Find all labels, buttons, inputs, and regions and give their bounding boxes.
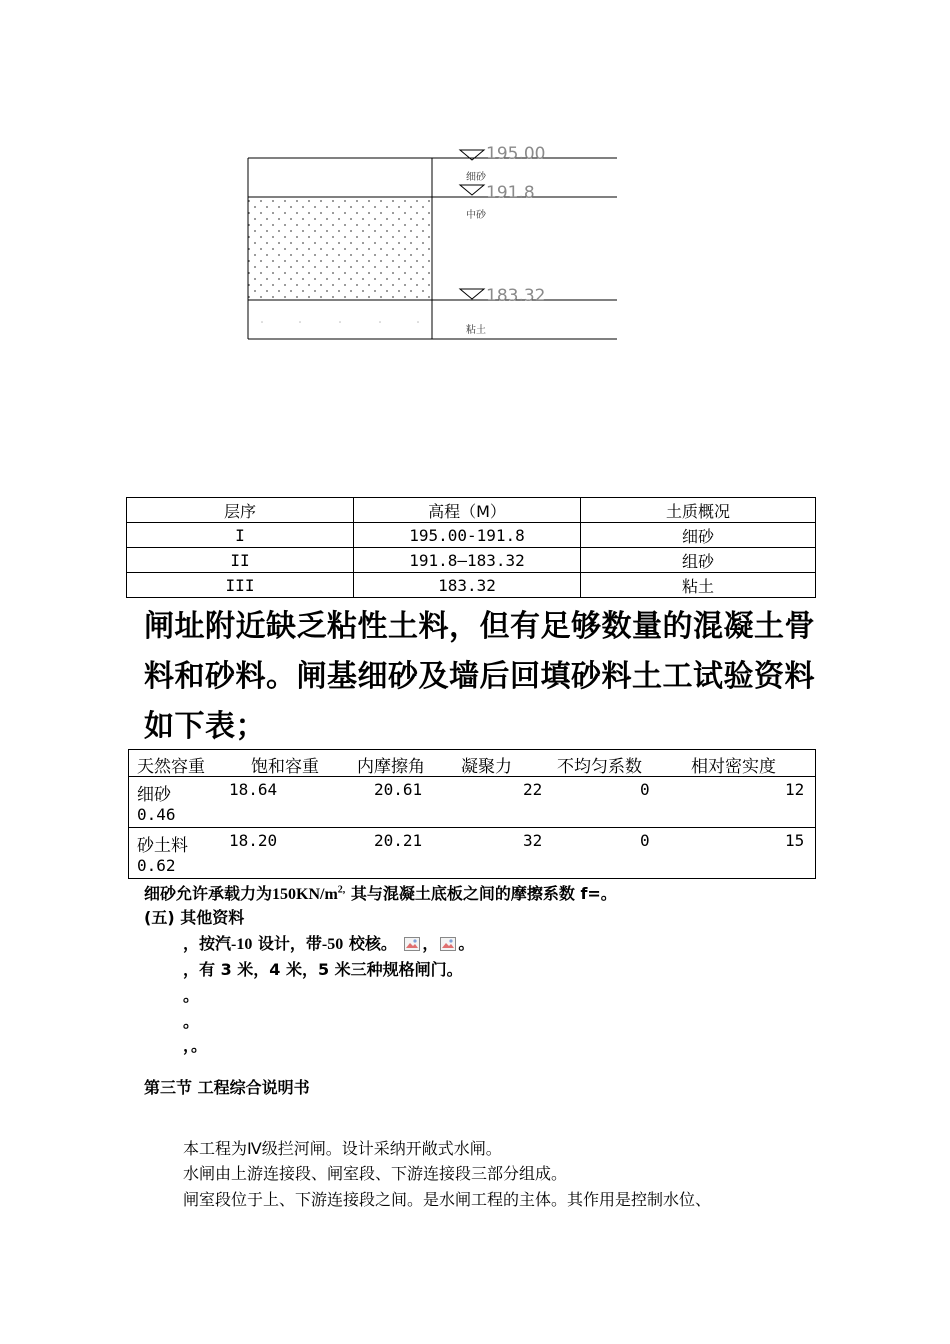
table-header-row bbox=[127, 498, 816, 523]
table-cell: 粘土 bbox=[581, 573, 816, 598]
soil-layer-table bbox=[126, 497, 816, 598]
gate-spec-line: ，有 3 米，4 米，5 米三种规格闸门。 bbox=[183, 960, 463, 979]
table-cell: 22 bbox=[523, 780, 543, 799]
other-info-heading: (五) 其他资料 bbox=[144, 908, 245, 927]
table-cell: 0.46 bbox=[137, 805, 176, 824]
clay-dots bbox=[261, 321, 419, 323]
table-cell: 20.21 bbox=[374, 831, 423, 850]
soil-profile-diagram bbox=[0, 0, 950, 360]
table-cell: 20.61 bbox=[374, 780, 423, 799]
table-header: 层序 bbox=[127, 498, 354, 523]
broken-image-icon bbox=[404, 937, 420, 951]
table-cell: 12 bbox=[785, 780, 805, 799]
soil-label: 细砂 bbox=[466, 172, 486, 183]
table-cell: 0 bbox=[640, 831, 650, 850]
table-header: 土质概况 bbox=[581, 498, 816, 523]
paragraph-line: 水闸由上游连接段、闸室段、下游连接段三部分组成。 bbox=[183, 1164, 568, 1183]
elevation-label: 195.00 bbox=[486, 144, 546, 164]
table-cell: 18.20 bbox=[229, 831, 278, 850]
table-cell: 0 bbox=[640, 780, 650, 799]
list-item: 。 bbox=[183, 1012, 200, 1031]
soil-label: 粘土 bbox=[466, 325, 486, 336]
table-header: 相对密实度 bbox=[691, 757, 776, 777]
table-cell: 18.64 bbox=[229, 780, 278, 799]
table-header: 不均匀系数 bbox=[557, 757, 642, 777]
paragraph-line: 闸室段位于上、下游连接段之间。是水闸工程的主体。其作用是控制水位、 bbox=[183, 1190, 712, 1209]
site-materials-paragraph: 闸址附近缺乏粘性土料，但有足够数量的混凝土骨料和砂料。闸基细砂及墙后回填砂料土工试验资料如下表； bbox=[144, 609, 815, 744]
table-cell: 32 bbox=[523, 831, 543, 850]
table-header-row bbox=[129, 750, 816, 777]
table-header: 凝聚力 bbox=[461, 757, 512, 777]
list-item: ，。 bbox=[183, 1036, 208, 1055]
table-cell: 183.32 bbox=[354, 573, 581, 598]
row-name: 砂土料 bbox=[137, 836, 188, 856]
paragraph-line: 本工程为Ⅳ级拦河闸。设计采纳开敞式水闸。 bbox=[183, 1139, 502, 1158]
table-cell: 191.8—183.32 bbox=[354, 548, 581, 573]
table-cell: 组砂 bbox=[581, 548, 816, 573]
table-cell: 细砂 bbox=[581, 523, 816, 548]
table-row bbox=[129, 828, 816, 879]
elevation-label: 183.32 bbox=[486, 286, 546, 306]
table-cell: III bbox=[127, 573, 354, 598]
elevation-marker-icon bbox=[460, 185, 484, 195]
table-row bbox=[127, 548, 816, 573]
soil-label: 中砂 bbox=[466, 210, 486, 221]
table-cell: 195.00-191.8 bbox=[354, 523, 581, 548]
table-cell: II bbox=[127, 548, 354, 573]
table-row bbox=[129, 777, 816, 828]
table-cell: 15 bbox=[785, 831, 805, 850]
table-cell: I bbox=[127, 523, 354, 548]
bearing-capacity-line: 细砂允许承载力为$150KN/m^{2,}$ 其与混凝土底板之间的摩擦系数 f=。 bbox=[144, 884, 617, 903]
table-header: 天然容重 bbox=[137, 757, 205, 777]
table-header: 内摩擦角 bbox=[357, 757, 425, 777]
elevation-marker-icon bbox=[460, 289, 484, 299]
elevation-label: 191.8 bbox=[486, 183, 535, 203]
row-name: 细砂 bbox=[137, 785, 171, 805]
table-row bbox=[127, 523, 816, 548]
soil-property-table bbox=[128, 749, 816, 879]
medium-sand-hatch bbox=[248, 197, 432, 300]
table-row bbox=[127, 573, 816, 598]
load-design-line: ，按汽-10 设计，带-50 校核。 ， 。 bbox=[183, 934, 475, 953]
table-cell: 0.62 bbox=[137, 856, 176, 875]
section-title: 第三节 工程综合说明书 bbox=[144, 1078, 310, 1097]
list-item: 。 bbox=[183, 986, 200, 1005]
table-header: 饱和容重 bbox=[251, 757, 319, 777]
broken-image-icon bbox=[440, 937, 456, 951]
table-header: 高程（M） bbox=[354, 498, 581, 523]
